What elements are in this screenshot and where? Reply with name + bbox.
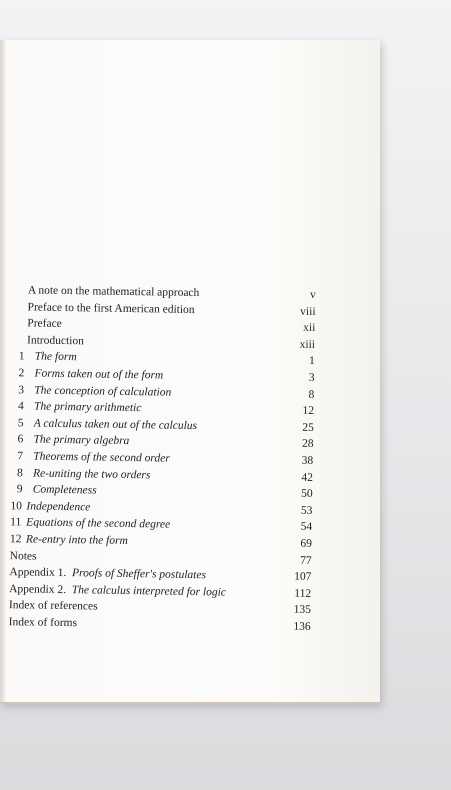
chapter-title: The primary arithmetic (33, 400, 142, 415)
toc-page: v (309, 288, 316, 301)
toc-page: 3 (308, 371, 315, 384)
chapter-title: Completeness (32, 483, 97, 497)
toc-page: 107 (294, 570, 312, 584)
chapter-number: 7 (17, 450, 24, 463)
table-of-contents (0, 282, 380, 636)
toc-title: Introduction (26, 334, 85, 348)
toc-page: 77 (300, 554, 312, 567)
toc-chapter (19, 349, 77, 367)
toc-page: 50 (301, 487, 313, 501)
chapter-number: 4 (17, 400, 24, 413)
toc-page: xiii (299, 338, 316, 351)
toc-page: 53 (300, 504, 313, 517)
toc-page: 25 (302, 421, 314, 434)
toc-page: 54 (300, 521, 313, 534)
toc-page: 136 (293, 620, 311, 633)
chapter-title: Equations of the second degree (26, 516, 171, 532)
chapter-title: The form (34, 350, 77, 364)
chapter-number: 5 (17, 417, 24, 430)
toc-chapter (10, 498, 90, 516)
chapter-number: 9 (16, 483, 23, 496)
toc-chapter (18, 398, 142, 417)
chapter-number: 2 (18, 367, 25, 380)
appendix-label: Appendix 2. (9, 582, 67, 596)
toc-title: Index of references (8, 599, 98, 613)
toc-title: Preface to the first American edition (27, 301, 195, 316)
toc-page: 38 (301, 454, 314, 467)
toc-title: Index of forms (8, 616, 78, 630)
chapter-title: Independence (26, 500, 91, 514)
toc-page: 8 (308, 388, 315, 401)
toc-chapter (10, 531, 128, 549)
toc-page: 69 (300, 537, 313, 550)
toc-page: 12 (302, 404, 315, 418)
chapter-number: 11 (10, 516, 22, 529)
toc-chapter (17, 432, 129, 450)
chapter-title: A calculus taken out of the calculus (33, 417, 198, 432)
chapter-title: Forms taken out of the form (34, 367, 164, 382)
chapter-number: 1 (18, 350, 25, 363)
toc-title: A note on the mathematical approach (27, 284, 200, 300)
chapter-title: The primary algebra (33, 433, 130, 448)
toc-title: Preface (27, 317, 62, 331)
chapter-number: 6 (17, 433, 24, 446)
appendix-title: Proofs of Sheffer's postulates (71, 567, 207, 582)
toc-page: xii (303, 321, 316, 335)
toc-page: 1 (308, 355, 315, 368)
toc-page: 42 (301, 471, 314, 484)
toc-chapter (17, 465, 151, 484)
toc-page: viii (300, 305, 316, 318)
toc-chapter (17, 481, 97, 499)
toc-title: Notes (9, 549, 37, 563)
chapter-number: 10 (10, 499, 23, 513)
chapter-number: 8 (16, 466, 23, 479)
toc-page: 112 (294, 587, 312, 600)
toc-page: 135 (293, 603, 311, 617)
chapter-title: Re-uniting the two orders (32, 467, 151, 481)
toc-page: 28 (301, 438, 314, 451)
appendix-label: Appendix 1. (9, 566, 67, 580)
chapter-title: Re-entry into the form (25, 533, 128, 547)
chapter-title: Theorems of the second order (33, 450, 170, 465)
chapter-title: The conception of calculation (34, 384, 172, 399)
chapter-number: 12 (9, 533, 22, 546)
appendix-title: The calculus interpreted for logic (71, 583, 227, 599)
chapter-number: 3 (18, 383, 25, 396)
